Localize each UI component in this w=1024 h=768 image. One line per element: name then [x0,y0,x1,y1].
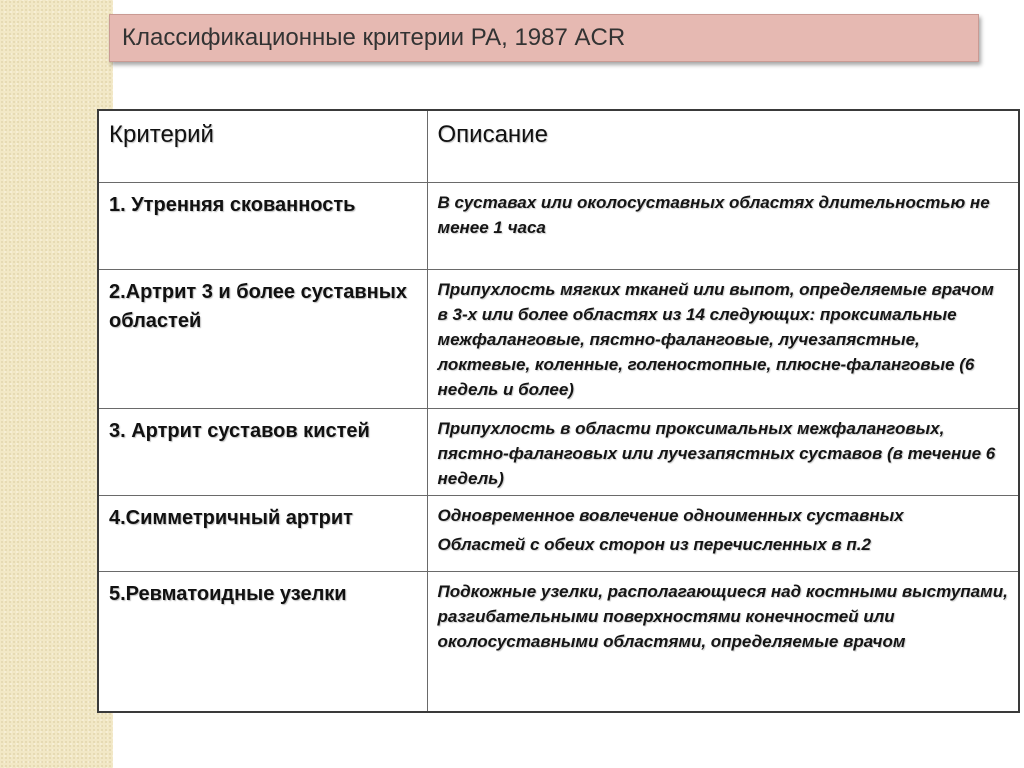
criteria-table [97,109,1020,713]
criterion-cell: 4.Симметричный артрит [98,495,427,571]
table-row [98,182,1019,269]
description-text: Областей с обеих сторон из перечисленных в п.2 [437,534,871,554]
table-row [98,269,1019,408]
slide-title-bar [109,14,979,62]
criterion-cell: 3. Артрит суставов кистей [98,408,427,495]
description-cell [427,495,1019,571]
criterion-cell: 5.Ревматоидные узелки [98,571,427,712]
description-text: Припухлость в области проксимальных межфаланговых, пястно-фаланговых или лучезапястных суставов (в течение 6 недель) [437,418,996,488]
description-text: Одновременное вовлечение одноименных суставных [437,505,904,525]
criterion-cell: 1. Утренняя скованность [98,182,427,269]
slide-title: Классификационные критерии РА, 1987 ACR [122,24,626,51]
table-header-row [98,110,1019,182]
description-cell [427,408,1019,495]
description-cell [427,571,1019,712]
header-description: Описание [427,110,1019,182]
header-criterion: Критерий [98,110,427,182]
description-text: В суставах или околосуставных областях длительностью не менее 1 часа [437,192,990,237]
table-row [98,495,1019,571]
table-row [98,571,1019,712]
table-row [98,408,1019,495]
description-cell [427,269,1019,408]
description-text: Припухлость мягких тканей или выпот, определяемые врачом в 3-х или более областях из 14 следующих: проксимальные межфаланговые, пястно-фаланговые, лучезапястные, локтевые, коленные, голеностопные, плюсне-фаланговые (6 недель и более) [437,279,994,399]
criterion-cell: 2.Артрит 3 и более суставных областей [98,269,427,408]
description-cell [427,182,1019,269]
description-text: Подкожные узелки, располагающиеся над костными выступами, разгибательными поверхностями конечностей или околосуставными областями, определяемые врачом [437,581,1008,651]
